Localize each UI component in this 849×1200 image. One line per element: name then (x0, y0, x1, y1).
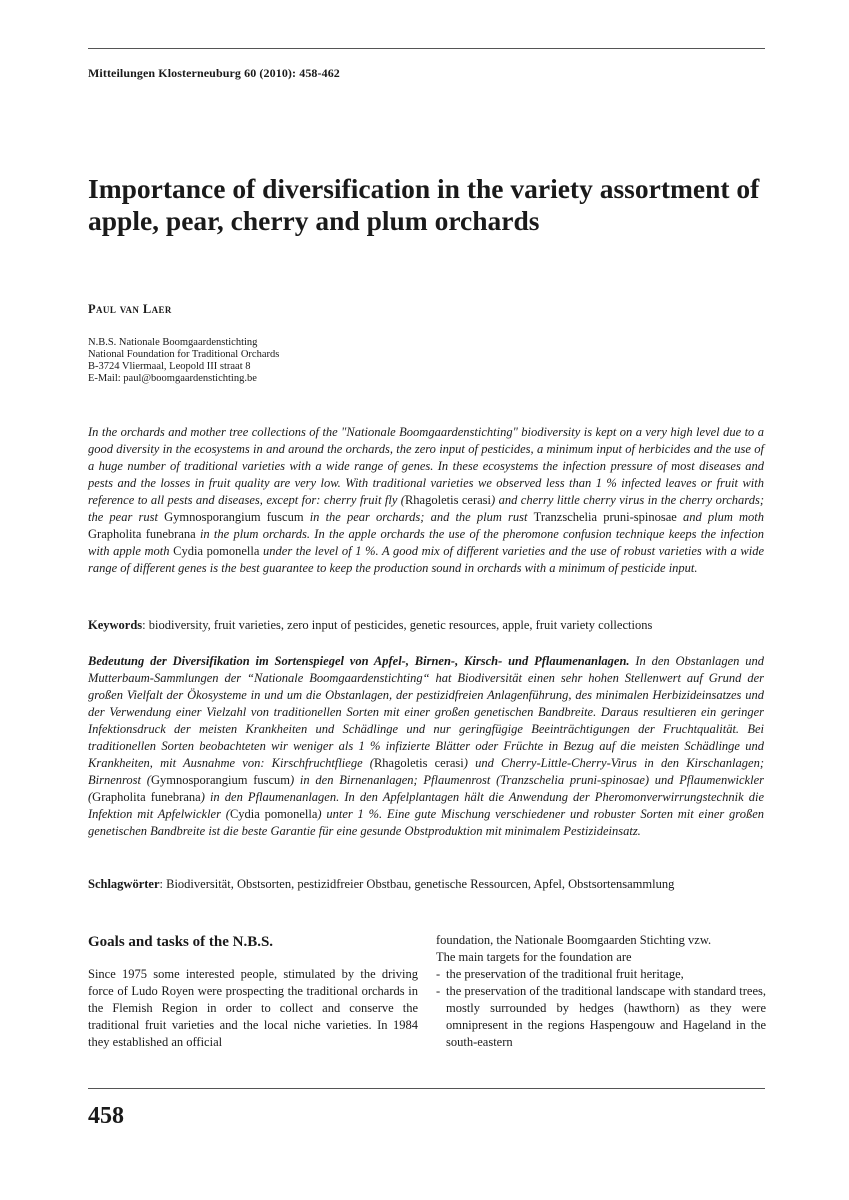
taxon-name: Rhagoletis cerasi (404, 493, 492, 507)
footer-rule (88, 1088, 765, 1089)
body-column-left (88, 932, 418, 1051)
affiliation-line: N.B.S. Nationale Boomgaardenstichting (88, 337, 258, 348)
author-affiliation (88, 337, 279, 385)
body-paragraph: The main targets for the foundation are (436, 950, 632, 964)
list-dash: - (436, 984, 441, 998)
journal-reference: Mitteilungen Klosterneuburg 60 (2010): 458-462 (88, 66, 340, 80)
list-item (436, 966, 766, 983)
taxon-name: Gymnosporangium fuscum (150, 773, 291, 787)
taxon-name: Grapholita funebrana (92, 790, 201, 804)
abstract-text: In the orchards and mother tree collections of the "Nationale Boomgaardenstichting" biodiversity is kept on a very high level due to a good diversity in the ecosystems in and around the orchards, the zero input of pesticides, a minimum input of herbicides and the use of a huge number of traditional varieties with a wide range of genes. In these ecosystems the infection pressure of most diseases and pests and the losses in fruit quality are very low. With traditional varieties we observed less than 1 % infected leaves or fruit with reference to all pests and diseases, except for: cherry fruit fly ( (88, 425, 764, 507)
list-dash: - (436, 967, 441, 981)
page-number: 458 (88, 1103, 124, 1129)
abstract-text: and plum moth (676, 510, 764, 524)
list-item-text: the preservation of the traditional fruit heritage, (446, 967, 684, 981)
list-item (436, 983, 766, 1051)
abstract-text: under the level of 1 %. A good mix of different varieties and the use of robust varieties with a wide range of different genes is the best guarantee to keep the production sound in orchards with a minimum of pesticide input. (88, 544, 765, 575)
abstract-text: in the pear orchards; and the plum rust (303, 510, 534, 524)
keywords-english (88, 617, 764, 634)
abstract-english (88, 424, 764, 577)
abstract-german-title: Bedeutung der Diversifikation im Sortenspiegel von Apfel-, Birnen-, Kirsch- und Pflaumenanlagen. (88, 654, 630, 668)
affiliation-line: B-3724 Vliermaal, Leopold III straat 8 (88, 361, 251, 372)
abstract-text: In den Obstanlagen und Mutterbaum-Sammlungen der “Nationale Boomgaardenstichting“ hat Biodiversität einen sehr hohen Stellenwert auf Grund der großen Vielfalt der Ökosysteme in und um die Obstanlagen, der pestizidfreien Anlagenführung, des minimalen Herbizideinsatzes und der Verwendung einer Vielzahl von traditionellen Sorten mit einer großen genetischen Bandbreite. Daraus resultieren ein geringer Infektionsdruck der meisten Krankheiten und Schädlinge und nur geringfügige Beeinträchtigungen der Fruchtqualität. Bei traditionellen Sorten beobachteten wir weniger als 1 % infizierte Blätter oder Früchte in Bezug auf die meisten Schädlinge und Krankheiten, mit Ausnahme von: Kirschfruchtfliege ( (88, 654, 764, 770)
abstract-text: ) in den Pflaumenanlagen. In den Apfelplantagen hält die Anwendung der Pheromonverwirrungstechnik die Infektion mit Apfelwickler ( (88, 790, 764, 821)
abstract-text: ) and cherry little cherry virus in the cherry orchards; the pear rust (88, 493, 764, 524)
keywords-german (88, 876, 764, 893)
author-name: Paul van Laer (88, 302, 172, 316)
abstract-text: ) unter 1 %. Eine gute Mischung verschiedener und robuster Sorten mit einer großen genetischen Bandbreite ist die beste Garantie für eine gesunde Obstproduktion mit minimalem Pestizideinsatz. (88, 807, 764, 838)
abstract-text: in the plum orchards. In the apple orchards the use of the pheromone confusion technique keeps the infection with apple moth (88, 527, 764, 558)
keywords-list: : biodiversity, fruit varieties, zero input of pesticides, genetic resources, apple, fruit variety collections (142, 618, 653, 632)
abstract-german (88, 653, 764, 840)
keywords-list: : Biodiversität, Obstsorten, pestizidfreier Obstbau, genetische Ressourcen, Apfel, Obstsortensammlung (159, 877, 675, 891)
affiliation-line: National Foundation for Traditional Orchards (88, 349, 280, 360)
taxon-name: Tranzschelia pruni-spinosae (533, 510, 677, 524)
affiliation-email: E-Mail: paul@boomgaardenstichting.be (88, 373, 257, 384)
body-paragraph: foundation, the Nationale Boomgaarden Stichting vzw. (436, 933, 712, 947)
taxon-name: Cydia pomonella (173, 544, 260, 558)
abstract-text: ) in den Birnenanlagen; Pflaumenrost (Tranzschelia pruni-spinosae) und Pflaumenwickler ( (88, 773, 764, 804)
keywords-label: Schlagwörter (88, 877, 160, 891)
taxon-name: Cydia pomonella (229, 807, 318, 821)
taxon-name: Rhagoletis cerasi (373, 756, 464, 770)
taxon-name: Gymnosporangium fuscum (164, 510, 304, 524)
keywords-label: Keywords (88, 618, 143, 632)
list-item-text: the preservation of the traditional landscape with standard trees, mostly surrounded by hedges (hawthorn) as they were omnipresent in the regions Haspengouw and Hageland in the south-eastern (446, 984, 766, 1049)
top-rule (88, 48, 765, 49)
section-heading: Goals and tasks of the N.B.S. (88, 934, 274, 950)
article-title: Importance of diversification in the variety assortment of apple, pear, cherry and plum orchards (88, 173, 760, 236)
taxon-name: Grapholita funebrana (88, 527, 196, 541)
abstract-text: ) und Cherry-Little-Cherry-Virus in den Kirschanlagen; Birnenrost ( (88, 756, 764, 787)
body-column-right (436, 932, 766, 1051)
body-paragraph: Since 1975 some interested people, stimulated by the driving force of Ludo Royen were prospecting the traditional orchards in the Flemish Region in order to collect and conserve the traditional fruit varieties and the local niche varieties. In 1984 they established an official (88, 967, 418, 1049)
